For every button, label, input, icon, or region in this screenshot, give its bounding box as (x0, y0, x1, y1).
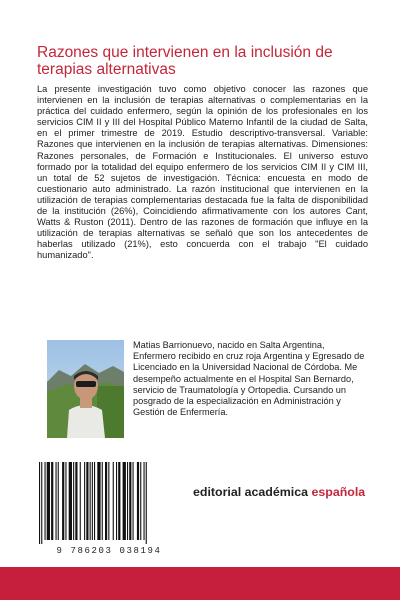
barcode-bar (62, 462, 64, 540)
back-cover-abstract: La presente investigación tuvo como objetivo conocer las razones que intervienen en la inclusión de terapias alternativas o complementarias en la práctica del cuidado enfermero, según la opinión de los profesionales en los servicios CIM II y III del Hospital Público Materno Infantil de la ciudad de Salta, en el primer trimestre de 2019. Estudio descriptivo-transversal. Variable: Razones que intervienen en la inclusión de terapias alternativas. Dimensiones: Razones personales, de Formación e Institucionales. El universo estuvo formado por la totalidad del equipo enfermero de los servicios CIM II y CIM III, un total de 52 sujetos de investigación. Técnica: encuesta en modo de cuestionario auto administrado. La razón institucional que intervienen en la utilización de terapias complementarias destacada fue la falta de disponibilidad de la institución (26%), Coincidiendo afirmativamente con los autores Cant, Watts & Ruston (2011). Dentro de las razones de formación que influye en la utilización de terapias alternativas se señaló que son los antecedentes de haberlas utilizado (21%), esto concuerda con el trabajo "El cuidado humanizado". (37, 84, 368, 261)
publisher-name: editorial académica (193, 485, 312, 499)
barcode-bar (80, 462, 81, 540)
barcode-bar (108, 462, 109, 540)
barcode-bar (58, 462, 59, 540)
barcode-bar (140, 462, 141, 540)
book-title: Razones que intervienen en la inclusión de terapias alternativas (37, 44, 333, 78)
barcode-bar (123, 462, 126, 540)
barcode-bars (39, 462, 147, 544)
barcode-bar (94, 462, 95, 540)
barcode-bar (127, 462, 128, 540)
barcode-bar (84, 462, 85, 540)
author-photo (47, 340, 124, 438)
barcode-bar (97, 462, 100, 540)
publisher-logo (193, 485, 365, 499)
barcode-bar (39, 462, 40, 544)
barcode-bar (56, 462, 57, 540)
barcode-bar (118, 462, 120, 540)
barcode-bar (41, 462, 42, 544)
publisher-name-accent: española (311, 485, 366, 499)
barcode-bar (51, 462, 53, 540)
barcode-bar (45, 462, 46, 540)
barcode-bar (73, 462, 74, 540)
barcode-bar (133, 462, 134, 540)
isbn-barcode (35, 460, 183, 556)
barcode-bar (105, 462, 107, 540)
barcode-bar (102, 462, 103, 540)
barcode-bar (92, 462, 93, 540)
barcode-bar (144, 462, 145, 540)
barcode-bar (75, 462, 77, 540)
barcode-bar (69, 462, 72, 540)
barcode-bar (146, 462, 147, 544)
barcode-bar (129, 462, 131, 540)
barcode-bar (113, 462, 114, 540)
barcode-bar (65, 462, 66, 540)
barcode-bar (137, 462, 139, 540)
author-biography: Matias Barrionuevo, nacido en Salta Argentina, Enfermero recibido en cruz roja Argentina y Egresado de Licenciado en la Universidad Nacional de Córdoba. Me desempeño actualmente en el Hospital San Bernardo, servicio de Traumatología y Ortopedia. Cursando un posgrado de la especialización en Administración y Gestión de Enfermería. (133, 340, 365, 418)
barcode-bar (86, 462, 88, 540)
barcode-bar (116, 462, 117, 540)
barcode-bar (47, 462, 50, 540)
cover-bottom-band (0, 567, 400, 600)
barcode-digits: 9 786203 038194 (56, 546, 162, 556)
barcode-bar (90, 462, 91, 540)
